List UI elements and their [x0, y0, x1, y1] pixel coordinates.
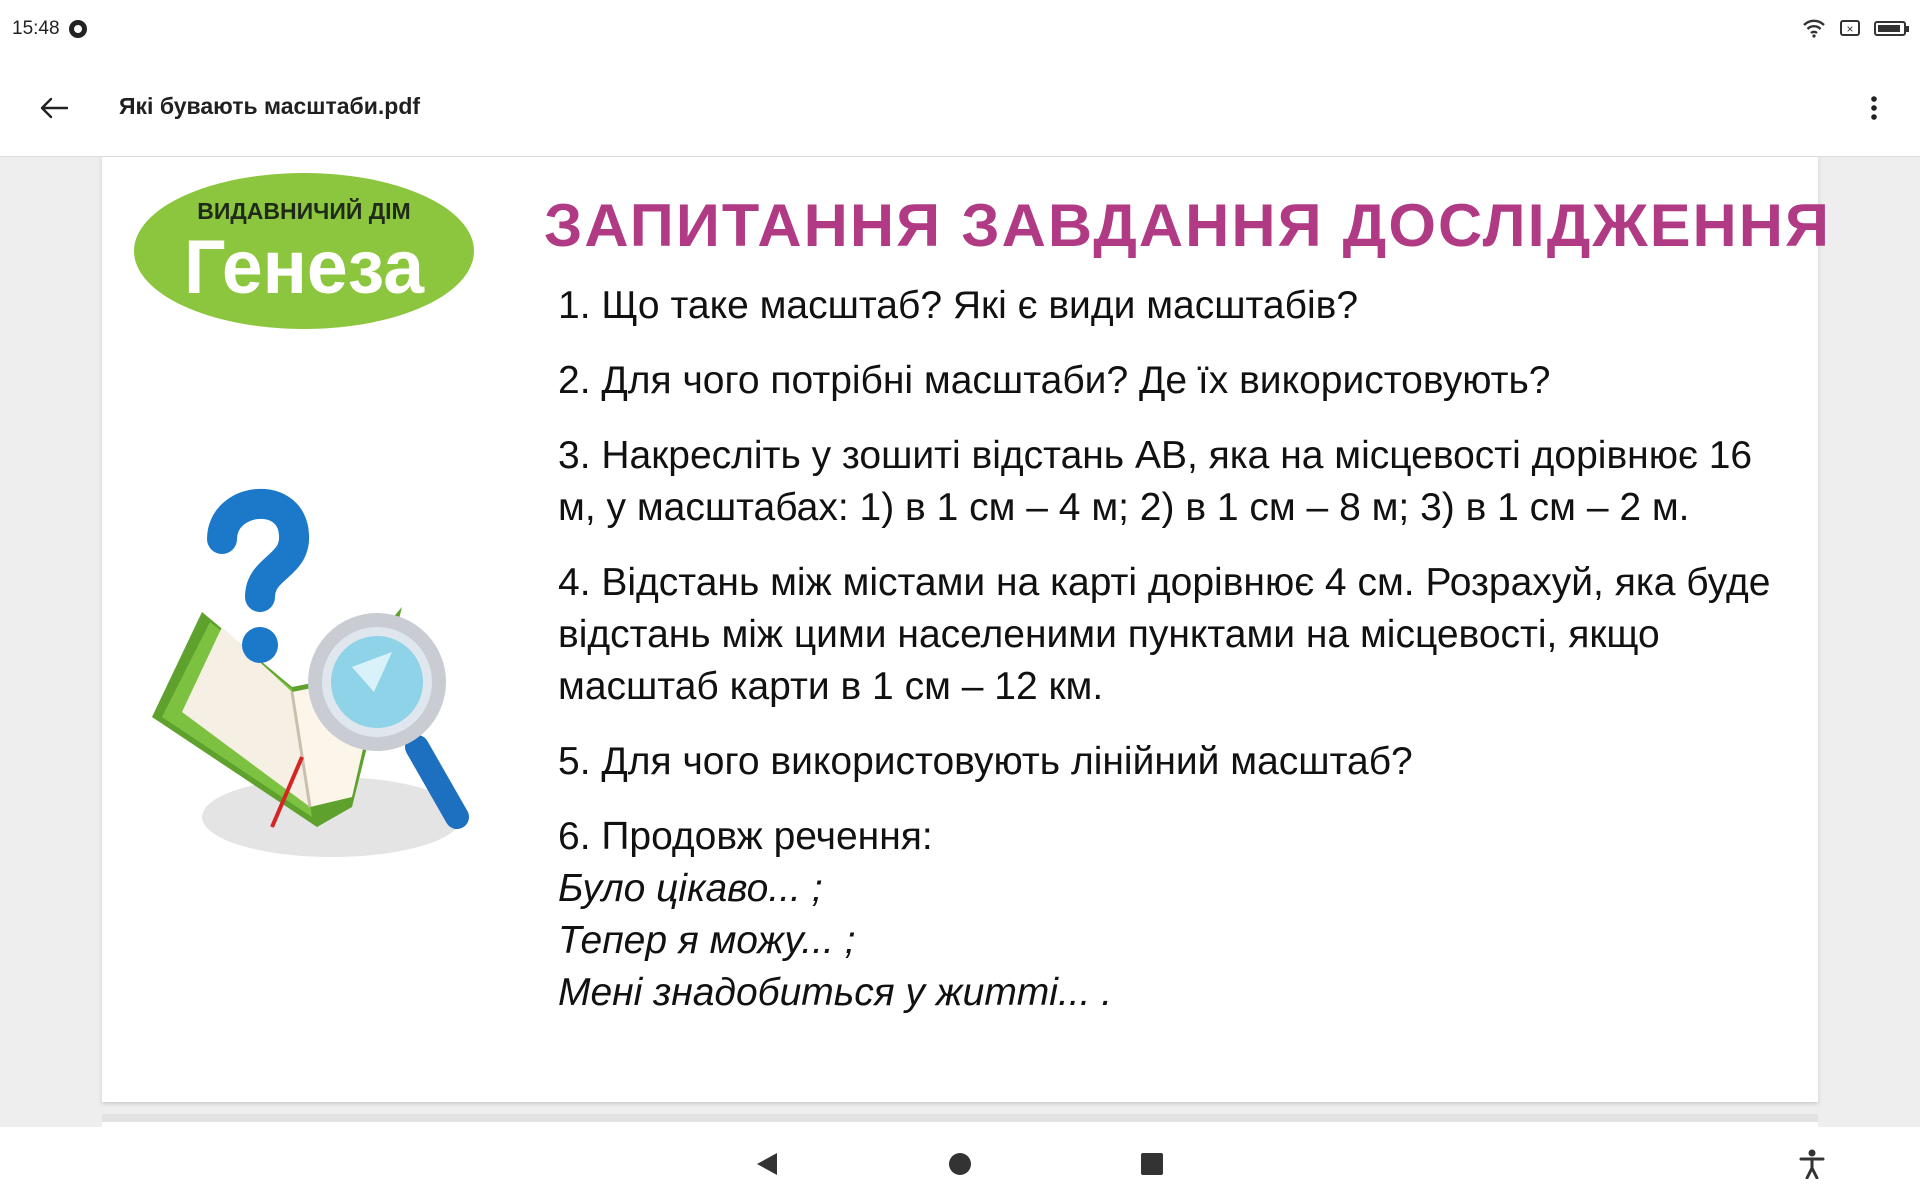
notification-icon	[69, 20, 87, 38]
back-triangle-icon	[755, 1151, 779, 1177]
question-item: 4. Відстань між містами на карті дорівнює 4 см. Розрахуй, яка буде відстань між цими населеними пунктами на місцевості, якщо масштаб карти в 1 см – 12 км.	[558, 561, 1771, 708]
accessibility-icon	[1799, 1149, 1825, 1179]
question-item: 5. Для чого використовують лінійний масштаб?	[558, 740, 1413, 783]
logo-brand-text: Генеза	[184, 225, 425, 310]
battery-icon	[1874, 21, 1906, 36]
more-vertical-icon	[1870, 95, 1878, 121]
document-title: Які бувають масштаби.pdf	[119, 93, 421, 119]
sim-icon: ×	[1840, 20, 1860, 36]
book-magnifier-question-icon	[142, 427, 502, 867]
question-item: 1. Що таке масштаб? Які є види масштабів?	[558, 284, 1359, 327]
questions-list	[558, 280, 1788, 1019]
pdf-page	[102, 157, 1832, 1102]
sentence-starter: Мені знадобиться у житті... .	[558, 971, 1113, 1014]
nav-recents-button[interactable]	[1131, 1143, 1173, 1185]
status-time: 15:48	[12, 18, 60, 39]
question-item: 2. Для чого потрібні масштаби? Де їх використовують?	[558, 359, 1551, 402]
sentence-starter: Було цікаво... ;	[558, 867, 823, 910]
more-options-button[interactable]	[1850, 84, 1898, 132]
wifi-icon	[1802, 18, 1826, 38]
app-bar	[0, 60, 1920, 157]
system-icons	[1802, 18, 1906, 38]
back-button[interactable]	[30, 84, 78, 132]
navigation-bar	[0, 1127, 1920, 1200]
home-circle-icon	[948, 1152, 972, 1176]
accessibility-button[interactable]	[1791, 1143, 1833, 1185]
pdf-viewer[interactable]	[0, 157, 1920, 1127]
arrow-left-icon	[39, 96, 69, 120]
status-bar	[0, 0, 1920, 60]
nav-home-button[interactable]	[939, 1143, 981, 1185]
logo-top-text: ВИДАВНИЧИЙ ДІМ	[197, 198, 411, 224]
question-item: 3. Накресліть у зошиті відстань АВ, яка на місцевості дорівнює 16 м, у масштабах: 1) в 1 см – 4 м; 2) в 1 см – 8 м; 3) в 1 см – 2 м.	[558, 434, 1753, 529]
geneza-logo	[132, 171, 476, 331]
question-item: 6. Продовж речення:	[558, 815, 933, 858]
nav-back-button[interactable]	[746, 1143, 788, 1185]
sentence-starter: Тепер я можу... ;	[558, 919, 856, 962]
page-heading: ЗАПИТАННЯ ЗАВДАННЯ ДОСЛІДЖЕННЯ	[544, 192, 1832, 259]
recents-square-icon	[1141, 1153, 1163, 1175]
